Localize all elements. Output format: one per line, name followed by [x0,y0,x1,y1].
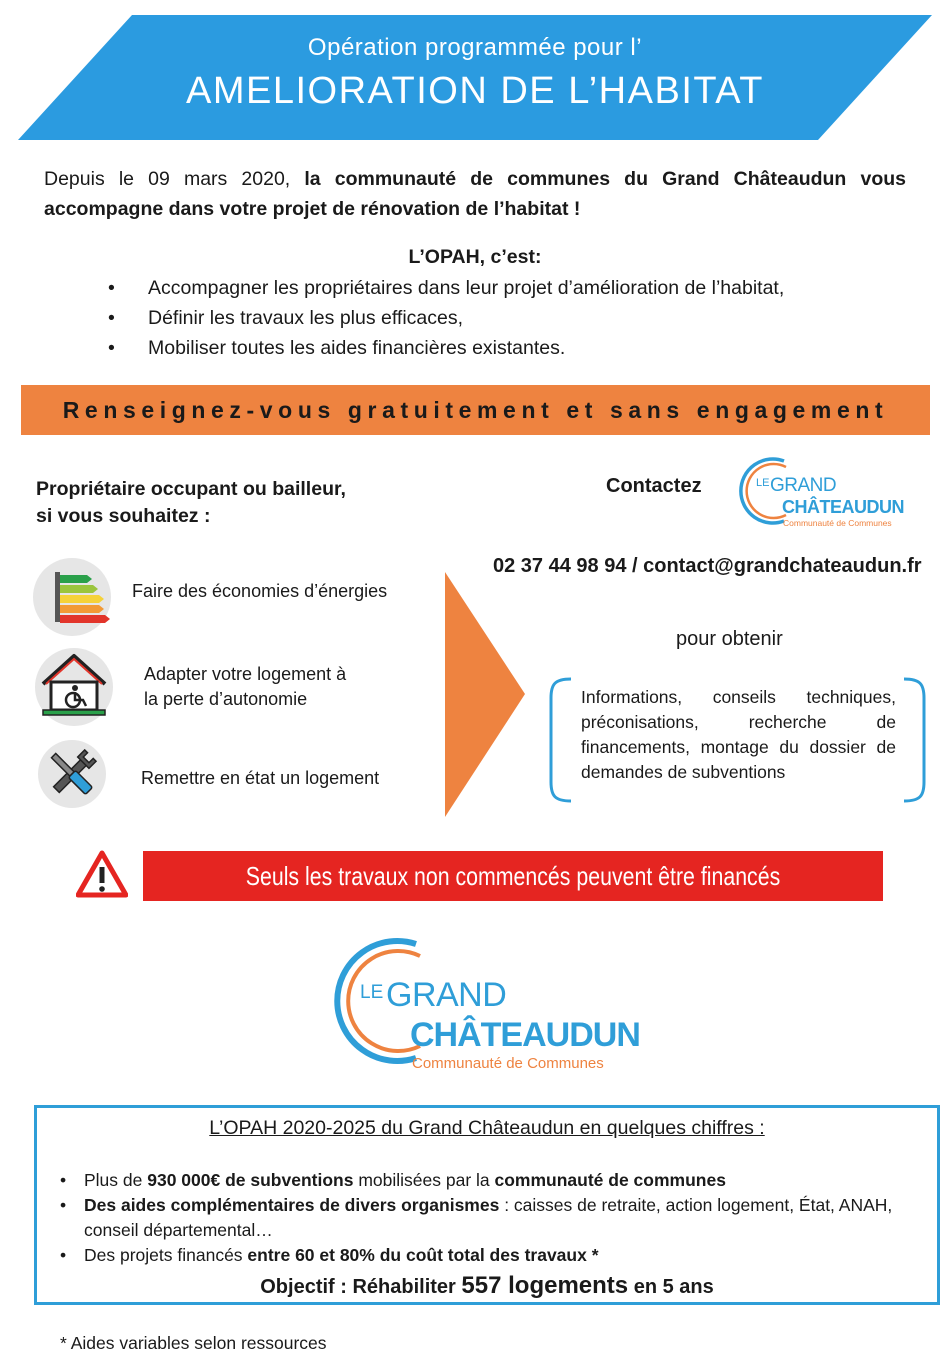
info-text: Informations, conseils techniques, préconisations, recherche de financements, montage du dossier de demandes de subventions [581,687,896,782]
figures-title: L’OPAH 2020-2025 du Grand Châteaudun en quelques chiffres : [209,1117,765,1139]
list-item-text: Accompagner les propriétaires dans leur projet d’amélioration de l’habitat, [148,277,785,299]
objective-value: 557 logements [461,1272,629,1299]
objective-line [34,1272,940,1300]
fig-text: Plus de [84,1170,148,1190]
right-brace-icon [900,676,930,804]
item-repair-text: Remettre en état un logement [141,768,380,788]
logo-grand: GRAND [770,475,837,496]
header-banner [0,0,950,145]
bullet-dot: • [108,277,115,299]
contact-line[interactable]: 02 37 44 98 94 / contact@grandchateaudun.fr [493,555,922,577]
item-autonomy-text [144,662,346,712]
owner-heading-line2: si vous souhaitez : [36,505,211,527]
list-item-text: Mobiliser toutes les aides financières existantes. [148,337,566,359]
item-energy-text: Faire des économies d’énergies [132,581,388,601]
opah-list [108,273,928,363]
list-item [60,1168,920,1193]
owner-heading [36,476,346,530]
warning-text: Seuls les travaux non commencés peuvent être financés [245,861,781,891]
list-item [60,1243,920,1268]
banner-subtitle: Opération programmée pour l’ [307,34,643,61]
logo-name: CHÂTEAUDUN [782,497,904,517]
tools-icon [38,740,106,808]
list-item [108,273,928,303]
energy-label-icon [33,558,111,636]
fig-text-bold: Des aides complémentaires de divers organismes [84,1195,500,1215]
logo-tagline: Communauté de Communes [783,518,892,528]
intro-paragraph [44,164,906,224]
fig-text-bold: 930 000€ de subventions [147,1170,354,1190]
footnote: * Aides variables selon ressources [60,1333,327,1353]
fig-text: Des projets financés [84,1245,248,1265]
left-brace-icon [545,676,575,804]
fig-text: mobilisées par la [353,1170,495,1190]
logo-small [738,455,904,530]
intro-text: Depuis le 09 mars 2020, [44,168,305,190]
objective-text: en 5 ans [628,1276,714,1298]
bullet-dot: • [108,307,115,329]
accessible-home-icon [35,648,113,726]
bullet-dot: • [60,1245,67,1265]
item-autonomy-line1: Adapter votre logement à [144,664,347,684]
logo-large-le: LE [360,982,384,1003]
opah-title: L’OPAH, c’est: [408,246,542,268]
logo-le: LE [756,477,770,489]
list-item-text: Définir les travaux les plus efficaces, [148,307,464,329]
bullet-dot: • [60,1195,67,1215]
item-autonomy-line2: la perte d’autonomie [144,689,308,709]
cta-text: Renseignez-vous gratuitement et sans engagement [62,397,889,423]
owner-heading-line1: Propriétaire occupant ou bailleur, [36,478,346,500]
fig-text: : caisses de retraite, action logement, État, ANAH, conseil départemental… [84,1195,893,1240]
objective-text: Objectif : Réhabiliter [260,1276,462,1298]
intro-text-bold: la communauté de communes du Grand Châteaudun vous accompagne dans votre projet de rénovation de l’habitat ! [44,168,906,220]
fig-text-bold: entre 60 et 80% du coût total des travaux * [247,1245,599,1265]
list-item [60,1193,920,1243]
obtain-label: pour obtenir [676,628,783,650]
list-item [108,303,928,333]
logo-large-name: CHÂTEAUDUN [410,1016,640,1054]
list-item [108,333,928,363]
banner-title: AMELIORATION DE L’HABITAT [185,70,765,112]
bullet-dot: • [60,1170,67,1190]
logo-large [330,934,640,1074]
contact-label: Contactez [606,475,702,497]
logo-large-tagline: Communauté de Communes [412,1055,604,1072]
fig-text-bold: communauté de communes [494,1170,726,1190]
logo-large-grand: GRAND [386,976,507,1014]
bullet-dot: • [108,337,115,359]
figures-list [60,1168,920,1268]
warning-icon [76,850,128,898]
arrow-right-icon [440,572,530,817]
